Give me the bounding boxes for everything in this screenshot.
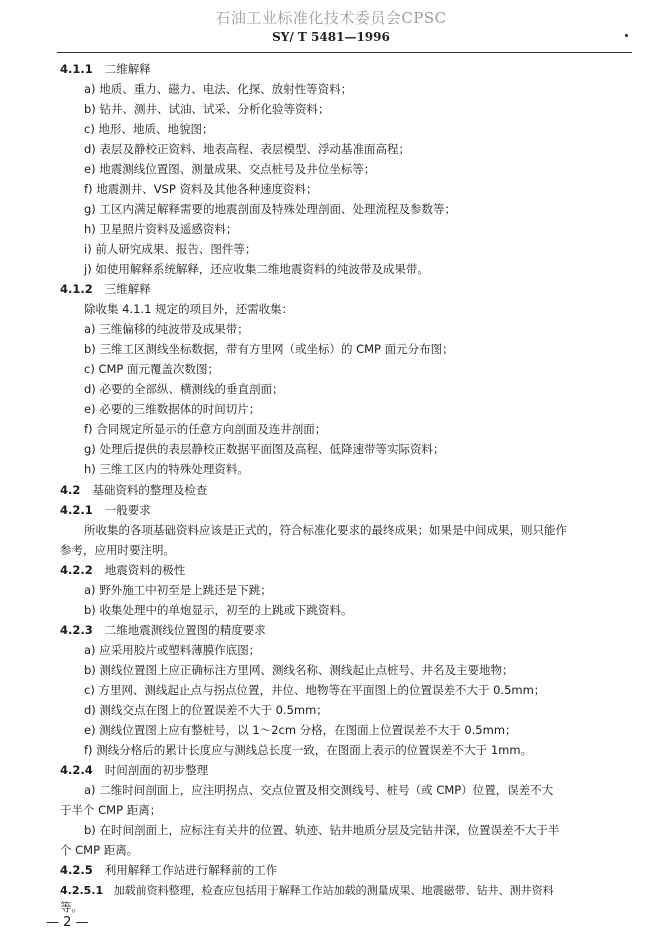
section-4-2-4 [60,763,208,778]
list-item: a) 野外施工中初至是上跳还是下跳； [84,583,272,597]
list-item: b) 钻井、测井、试油、试采、分析化验等资料； [84,102,330,116]
list-item: a) 地质、重力、磁力、电法、化探、放射性等资料； [84,82,353,96]
paragraph: 加载前资料整理，检查应包括用于解释工作站加载的测量成果、地震磁带、钻井、测井资料 [113,884,554,897]
section-number: 4.2.2 [60,563,93,577]
list-item-continuation: 于半个 CMP 距离； [60,803,162,817]
list-item: f) 测线分格后的累计长度应与测线总长度一致，在图面上表示的位置误差不大于 1mm。 [84,743,533,757]
list-item-continuation: 个 CMP 距离。 [60,843,139,857]
section-title: 地震资料的极性 [104,563,186,577]
section-4-2-2 [60,563,185,578]
section-number: 4.2 [60,483,81,497]
list-item: b) 测线位置图上应正确标注方里网、测线名称、测线起止点桩号、井名及主要地物； [84,663,514,677]
section-4-1-2 [60,282,151,297]
list-item: a) 应采用胶片或塑料薄膜作底图； [84,643,261,657]
section-number: 4.1.2 [60,282,93,296]
list-item: b) 三维工区测线坐标数据，带有方里网（或坐标）的 CMP 面元分布图； [84,342,454,356]
scan-dot [625,34,628,37]
list-item: j) 如使用解释系统解释，还应收集二维地震资料的纯波带及成果带。 [84,262,429,276]
section-title: 利用解释工作站进行解释前的工作 [104,863,278,877]
section-title: 基础资料的整理及检查 [92,483,208,497]
paragraph-continuation: 参考，应用时要注明。 [60,543,175,557]
section-4-2-5-1 [60,883,554,898]
section-title: 一般要求 [104,503,151,517]
list-item: e) 测线位置图上应有整桩号，以 1～2cm 分格，在图面上位置误差不大于 0.5mm； [84,723,517,737]
section-number: 4.1.1 [60,62,93,76]
list-item: h) 卫星照片资料及遥感资料； [84,222,238,236]
section-title: 时间剖面的初步整理 [104,763,209,777]
list-item: a) 三维偏移的纯波带及成果带； [84,322,249,336]
list-item: b) 收集处理中的单炮显示，初至的上跳或下跳资料。 [84,603,353,617]
list-item: g) 处理后提供的表层静校正数据平面图及高程、低降速带等实际资料； [84,442,445,456]
list-item: f) 地震测井、VSP 资料及其他各种速度资料； [84,182,318,196]
header-rule [57,52,632,53]
section-4-2 [60,483,207,498]
list-item: d) 表层及静校正资料、地表高程、表层模型、浮动基准面高程； [84,142,410,156]
section-number: 4.2.4 [60,763,93,777]
section-title: 三维解释 [104,282,151,296]
list-item: d) 测线交点在图上的位置误差不大于 0.5mm； [84,703,328,717]
list-item: f) 合同规定所显示的任意方向剖面及连井剖面； [84,422,327,436]
list-item: g) 工区内满足解释需要的地震剖面及特殊处理剖面、处理流程及参数等； [84,202,456,216]
section-number: 4.2.5.1 [60,884,104,897]
page-number: — 2 — [46,915,89,930]
section-4-2-1 [60,503,151,518]
section-4-2-3 [60,623,266,638]
list-item: a) 二维时间剖面上，应注明拐点、交点位置及相交测线号、桩号（或 CMP）位置，误差不大 [84,783,554,797]
list-item: e) 地震测线位置图、测量成果、交点桩号及井位坐标等； [84,162,376,176]
list-item: c) 方里网、测线起止点与拐点位置，井位、地物等在平面图上的位置误差不大于 0.5mm； [84,683,546,697]
list-item: h) 三维工区内的特殊处理资料。 [84,462,249,476]
section-number: 4.2.1 [60,503,93,517]
section-title: 二维解释 [104,62,151,76]
paragraph-continuation: 等。 [60,900,83,914]
section-number: 4.2.3 [60,623,93,637]
section-4-2-5 [60,863,277,878]
standard-code: SY/ T 5481—1996 [272,30,390,44]
section-number: 4.2.5 [60,863,93,877]
list-item: c) CMP 面元覆盖次数图； [84,362,220,376]
list-item: b) 在时间剖面上，应标注有关井的位置、轨迹、钻井地质分层及完钻井深，位置误差不大于半 [84,823,560,837]
list-item: i) 前人研究成果、报告、图件等； [84,242,257,256]
list-item: d) 必要的全部纵、横测线的垂直剖面； [84,382,284,396]
paragraph: 所收集的各项基础资料应该是正式的，符合标准化要求的最终成果；如果是中间成果，则只能作 [84,523,567,537]
header-title: 石油工业标准化技术委员会CPSC [215,9,447,27]
section-4-1-1 [60,62,151,77]
section-title: 二维地震测线位置图的精度要求 [104,623,266,637]
list-item: c) 地形、地质、地貌图； [84,122,214,136]
paragraph: 除收集 4.1.1 规定的项目外，还需收集： [84,302,294,316]
list-item: e) 必要的三维数据体的时间切片； [84,402,261,416]
